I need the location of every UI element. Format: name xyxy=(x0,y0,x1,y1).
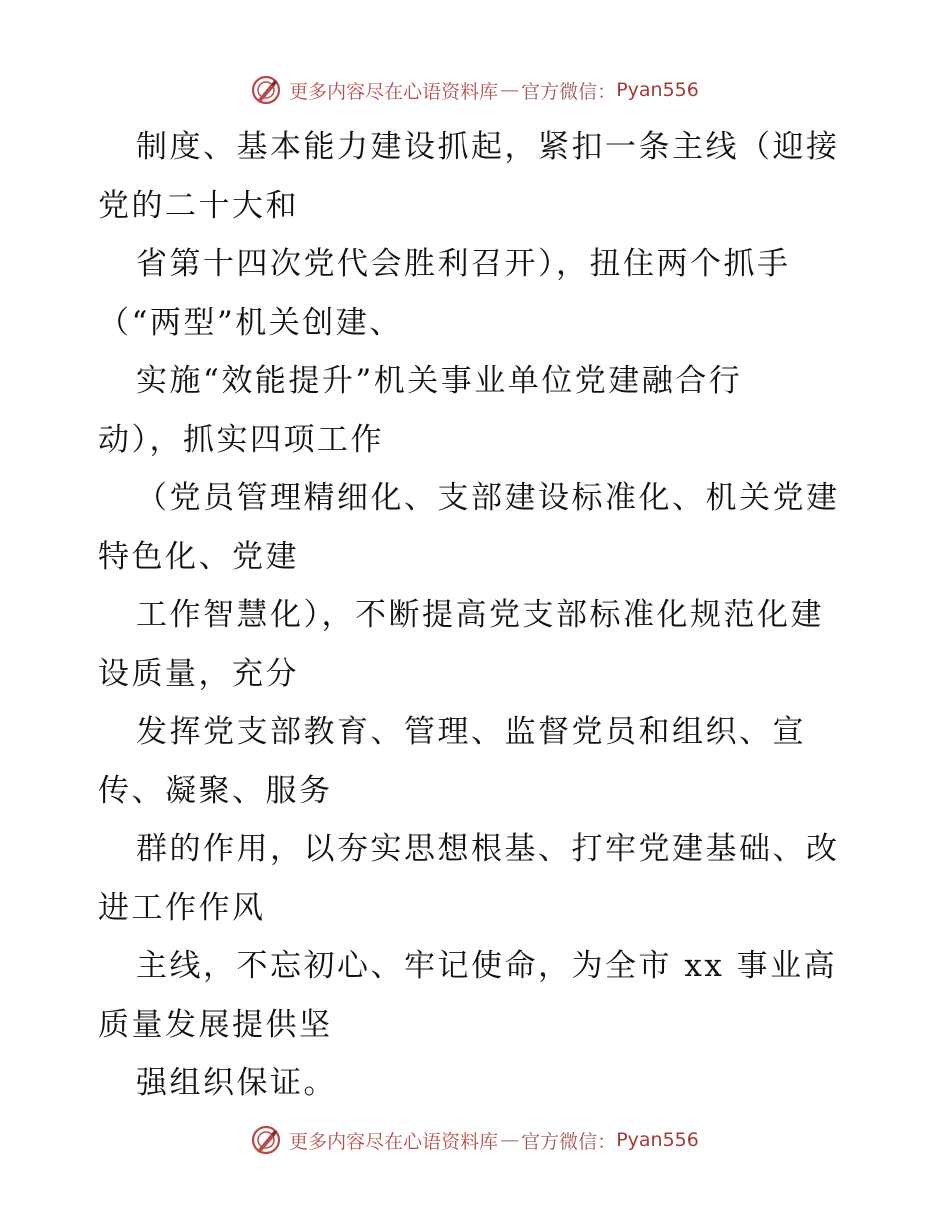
text-line: （“两型”机关创建、 xyxy=(98,304,403,341)
watermark-wechat-id: Pyan556 xyxy=(616,1129,699,1151)
watermark-wechat-id: Pyan556 xyxy=(616,79,699,101)
text-line: 党的二十大和 xyxy=(98,187,299,224)
text-line: 传、凝聚、服务 xyxy=(98,772,333,809)
text-line: 强组织保证。 xyxy=(136,1065,337,1101)
pen-logo-icon xyxy=(251,75,281,105)
header-watermark xyxy=(0,70,950,110)
text-line: 质量发展提供坚 xyxy=(98,1006,333,1043)
text-line: 实施“效能提升”机关事业单位党建融合行 xyxy=(136,363,743,399)
watermark-wechat-label: 官方微信： xyxy=(521,80,617,103)
text-line: （党员管理精细化、支部建设标准化、机关党建 xyxy=(136,480,840,516)
pen-logo-icon xyxy=(251,1125,281,1155)
watermark-separator: — xyxy=(500,1129,520,1151)
text-line: 制度、基本能力建设抓起，紧扣一条主线（迎接 xyxy=(136,129,840,165)
text-line: 进工作作风 xyxy=(98,889,266,926)
text-line: 主线，不忘初心、牢记使命，为全市 xx 事业高 xyxy=(136,948,838,984)
text-line: 动），抓实四项工作 xyxy=(98,421,384,458)
watermark-site-text: 更多内容尽在心语资料库 xyxy=(289,1130,499,1153)
text-line: 特色化、党建 xyxy=(98,538,299,575)
watermark-separator: — xyxy=(500,79,520,101)
footer-watermark xyxy=(0,1120,950,1160)
watermark-wechat-label: 官方微信： xyxy=(521,1130,617,1153)
watermark-site-text: 更多内容尽在心语资料库 xyxy=(289,80,499,103)
text-line: 工作智慧化），不断提高党支部标准化规范化建 xyxy=(136,597,824,633)
text-line: 发挥党支部教育、管理、监督党员和组织、宣 xyxy=(136,714,806,750)
text-line: 省第十四次党代会胜利召开），扭住两个抓手 xyxy=(136,246,791,282)
text-line: 设质量，充分 xyxy=(98,655,299,692)
text-line: 群的作用，以夯实思想根基、打牢党建基础、改 xyxy=(136,831,840,867)
document-body xyxy=(98,118,858,1113)
